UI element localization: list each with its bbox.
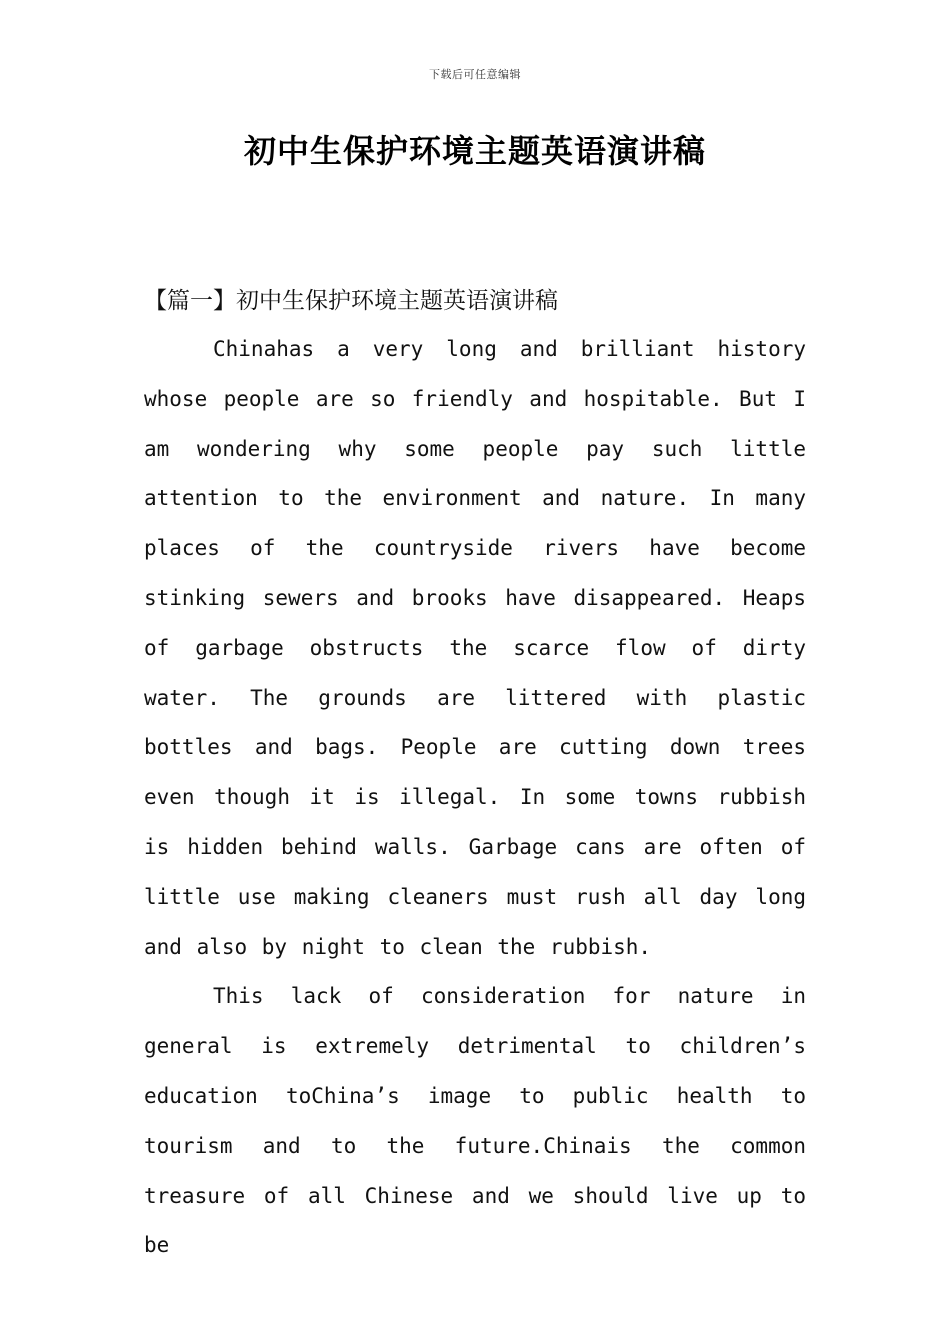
body-text [144,325,806,1271]
document-title: 初中生保护环境主题英语演讲稿 [243,132,706,170]
paragraph-2: This lack of consideration for nature in general is extremely detrimental to children’s education toChina’s image to public health to tourism and to the future.Chinais the common treasure of all Chinese and we should live up to be [144,984,806,1258]
header-note: 下载后可任意编辑 [429,68,521,81]
paragraph-1: Chinahas a very long and brilliant history whose people are so friendly and hospitable. But I am wondering why some people pay such little attention to the environment and nature. In many places of the countryside rivers have become stinking sewers and brooks have disappeared. Heaps of garbage obstructs the scarce flow of dirty water. The grounds are littered with plastic bottles and bags. People are cutting down trees even though it is illegal. In some towns rubbish is hidden behind walls. Garbage cans are often of little use making cleaners must rush all day long and also by night to clean the rubbish. [144,337,806,959]
section-heading: 【篇一】初中生保护环境主题英语演讲稿 [144,288,558,314]
